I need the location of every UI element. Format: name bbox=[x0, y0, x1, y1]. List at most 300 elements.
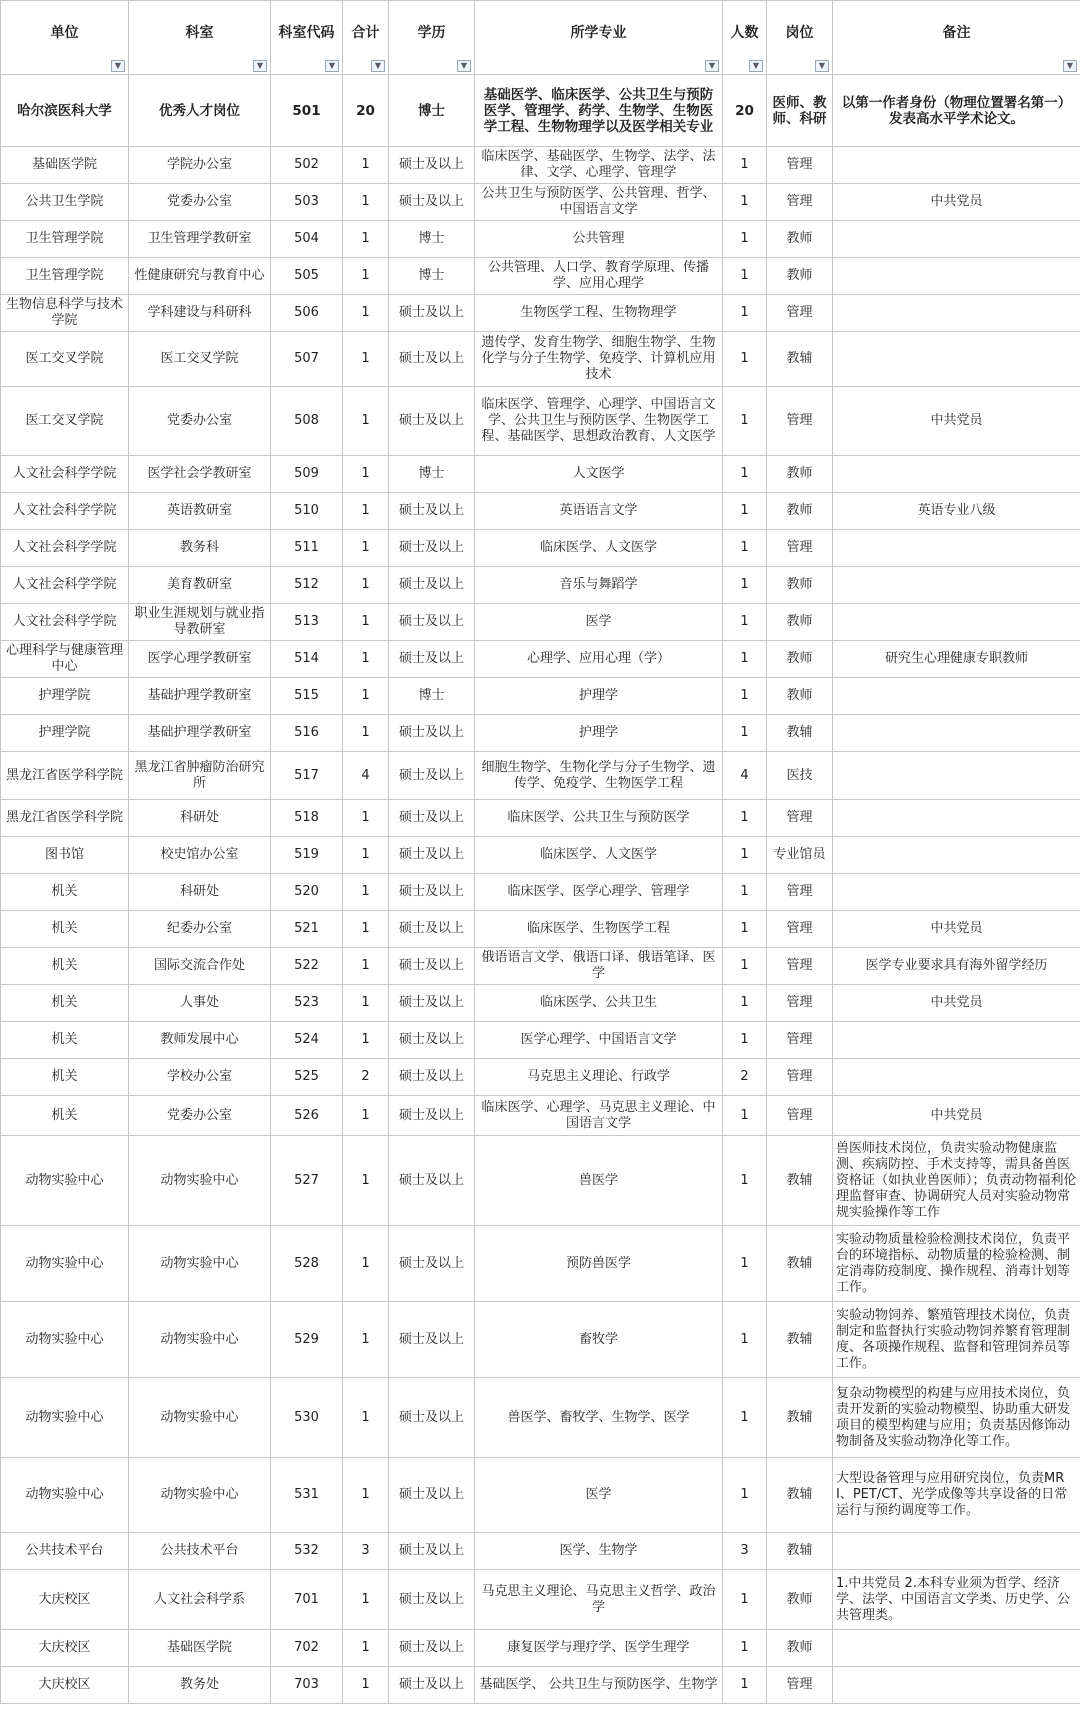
cell-total: 1 bbox=[343, 874, 389, 911]
cell-code: 518 bbox=[271, 800, 343, 837]
cell-edu: 硕士及以上 bbox=[389, 1458, 475, 1533]
cell-note: 研究生心理健康专职教师 bbox=[833, 641, 1080, 678]
table-row bbox=[1, 1226, 1080, 1302]
cell-note bbox=[833, 837, 1080, 874]
cell-code: 516 bbox=[271, 715, 343, 752]
cell-note: 兽医师技术岗位，负责实验动物健康监测、疾病防控、手术支持等，需具备兽医资格证（如执业兽医师）；负责动物福利伦理监督审查、协调研究人员对实验动物常规实验操作等工作 bbox=[833, 1136, 1080, 1226]
cell-edu: 硕士及以上 bbox=[389, 911, 475, 948]
cell-total: 1 bbox=[343, 948, 389, 985]
cell-code: 525 bbox=[271, 1059, 343, 1096]
cell-total: 1 bbox=[343, 800, 389, 837]
cell-post: 教师 bbox=[767, 456, 833, 493]
dropdown-filter-icon[interactable]: ▼ bbox=[749, 60, 763, 72]
cell-dept: 党委办公室 bbox=[129, 387, 271, 456]
cell-note bbox=[833, 567, 1080, 604]
cell-edu: 博士 bbox=[389, 258, 475, 295]
cell-dept: 卫生管理学教研室 bbox=[129, 221, 271, 258]
cell-dept: 英语教研室 bbox=[129, 493, 271, 530]
header-code: 科室代码 ▼ bbox=[271, 1, 343, 75]
cell-edu: 硕士及以上 bbox=[389, 1022, 475, 1059]
cell-total: 1 bbox=[343, 258, 389, 295]
header-unit: 单位 ▼ bbox=[1, 1, 129, 75]
cell-unit: 卫生管理学院 bbox=[1, 258, 129, 295]
cell-note bbox=[833, 874, 1080, 911]
cell-unit: 生物信息科学与技术学院 bbox=[1, 295, 129, 332]
cell-edu: 硕士及以上 bbox=[389, 985, 475, 1022]
cell-edu: 硕士及以上 bbox=[389, 837, 475, 874]
cell-num: 1 bbox=[723, 567, 767, 604]
cell-dept: 科研处 bbox=[129, 874, 271, 911]
cell-dept: 教务科 bbox=[129, 530, 271, 567]
cell-num: 1 bbox=[723, 678, 767, 715]
table-body bbox=[1, 75, 1080, 1704]
table-row bbox=[1, 874, 1080, 911]
cell-major: 生物医学工程、生物物理学 bbox=[475, 295, 723, 332]
cell-major: 临床医学、生物医学工程 bbox=[475, 911, 723, 948]
dropdown-filter-icon[interactable]: ▼ bbox=[457, 60, 471, 72]
cell-edu: 博士 bbox=[389, 678, 475, 715]
dropdown-filter-icon[interactable]: ▼ bbox=[111, 60, 125, 72]
cell-total: 1 bbox=[343, 221, 389, 258]
cell-code: 523 bbox=[271, 985, 343, 1022]
cell-note: 中共党员 bbox=[833, 387, 1080, 456]
cell-dept: 纪委办公室 bbox=[129, 911, 271, 948]
cell-post: 管理 bbox=[767, 147, 833, 184]
cell-code: 517 bbox=[271, 752, 343, 800]
cell-edu: 硕士及以上 bbox=[389, 1378, 475, 1458]
cell-num: 1 bbox=[723, 1022, 767, 1059]
cell-edu: 博士 bbox=[389, 75, 475, 147]
cell-dept: 校史馆办公室 bbox=[129, 837, 271, 874]
cell-unit: 卫生管理学院 bbox=[1, 221, 129, 258]
cell-num: 1 bbox=[723, 1226, 767, 1302]
cell-major: 护理学 bbox=[475, 715, 723, 752]
cell-note: 中共党员 bbox=[833, 1096, 1080, 1136]
cell-num: 1 bbox=[723, 985, 767, 1022]
cell-edu: 博士 bbox=[389, 456, 475, 493]
cell-num: 1 bbox=[723, 493, 767, 530]
cell-edu: 硕士及以上 bbox=[389, 332, 475, 387]
cell-note: 实验动物质量检验检测技术岗位，负责平台的环境指标、动物质量的检验检测、制定消毒防疫制度、操作规程、消毒计划等工作。 bbox=[833, 1226, 1080, 1302]
table-row bbox=[1, 1136, 1080, 1226]
cell-num: 1 bbox=[723, 641, 767, 678]
cell-note: 中共党员 bbox=[833, 184, 1080, 221]
cell-code: 524 bbox=[271, 1022, 343, 1059]
cell-note bbox=[833, 221, 1080, 258]
cell-post: 管理 bbox=[767, 530, 833, 567]
cell-code: 513 bbox=[271, 604, 343, 641]
cell-post: 管理 bbox=[767, 800, 833, 837]
cell-note bbox=[833, 147, 1080, 184]
cell-post: 教师 bbox=[767, 221, 833, 258]
cell-note bbox=[833, 456, 1080, 493]
cell-post: 教师 bbox=[767, 1570, 833, 1630]
cell-edu: 硕士及以上 bbox=[389, 530, 475, 567]
cell-major: 预防兽医学 bbox=[475, 1226, 723, 1302]
cell-num: 1 bbox=[723, 295, 767, 332]
cell-num: 20 bbox=[723, 75, 767, 147]
cell-num: 3 bbox=[723, 1533, 767, 1570]
cell-num: 1 bbox=[723, 258, 767, 295]
cell-num: 1 bbox=[723, 911, 767, 948]
cell-dept: 动物实验中心 bbox=[129, 1378, 271, 1458]
table-row bbox=[1, 1096, 1080, 1136]
cell-unit: 机关 bbox=[1, 948, 129, 985]
cell-dept: 医学社会学教研室 bbox=[129, 456, 271, 493]
cell-unit: 公共卫生学院 bbox=[1, 184, 129, 221]
cell-unit: 公共技术平台 bbox=[1, 1533, 129, 1570]
cell-dept: 动物实验中心 bbox=[129, 1136, 271, 1226]
cell-dept: 党委办公室 bbox=[129, 1096, 271, 1136]
cell-major: 基础医学、临床医学、公共卫生与预防医学、管理学、药学、生物学、生物医学工程、生物物理学以及医学相关专业 bbox=[475, 75, 723, 147]
cell-unit: 机关 bbox=[1, 1096, 129, 1136]
cell-edu: 博士 bbox=[389, 221, 475, 258]
cell-unit: 大庆校区 bbox=[1, 1630, 129, 1667]
cell-dept: 动物实验中心 bbox=[129, 1226, 271, 1302]
cell-edu: 硕士及以上 bbox=[389, 641, 475, 678]
cell-post: 教辅 bbox=[767, 1136, 833, 1226]
cell-total: 1 bbox=[343, 147, 389, 184]
cell-note bbox=[833, 604, 1080, 641]
cell-dept: 美育教研室 bbox=[129, 567, 271, 604]
header-total: 合计 ▼ bbox=[343, 1, 389, 75]
cell-unit: 图书馆 bbox=[1, 837, 129, 874]
cell-num: 1 bbox=[723, 1378, 767, 1458]
cell-major: 音乐与舞蹈学 bbox=[475, 567, 723, 604]
cell-code: 532 bbox=[271, 1533, 343, 1570]
cell-note bbox=[833, 752, 1080, 800]
dropdown-filter-icon[interactable]: ▼ bbox=[371, 60, 385, 72]
table-row bbox=[1, 295, 1080, 332]
cell-major: 护理学 bbox=[475, 678, 723, 715]
cell-post: 管理 bbox=[767, 948, 833, 985]
cell-unit: 动物实验中心 bbox=[1, 1458, 129, 1533]
cell-total: 1 bbox=[343, 641, 389, 678]
cell-num: 1 bbox=[723, 456, 767, 493]
cell-post: 教师 bbox=[767, 604, 833, 641]
cell-total: 1 bbox=[343, 493, 389, 530]
cell-unit: 医工交叉学院 bbox=[1, 387, 129, 456]
dropdown-filter-icon[interactable]: ▼ bbox=[705, 60, 719, 72]
cell-num: 1 bbox=[723, 1136, 767, 1226]
cell-total: 1 bbox=[343, 911, 389, 948]
cell-note bbox=[833, 715, 1080, 752]
cell-total: 1 bbox=[343, 1378, 389, 1458]
cell-code: 508 bbox=[271, 387, 343, 456]
table-row bbox=[1, 456, 1080, 493]
cell-edu: 硕士及以上 bbox=[389, 1630, 475, 1667]
cell-total: 1 bbox=[343, 837, 389, 874]
cell-unit: 黑龙江省医学科学院 bbox=[1, 800, 129, 837]
dropdown-filter-icon[interactable]: ▼ bbox=[325, 60, 339, 72]
cell-total: 1 bbox=[343, 1096, 389, 1136]
table-row bbox=[1, 1570, 1080, 1630]
cell-major: 人文医学 bbox=[475, 456, 723, 493]
cell-edu: 硕士及以上 bbox=[389, 1570, 475, 1630]
cell-num: 1 bbox=[723, 1630, 767, 1667]
cell-total: 1 bbox=[343, 184, 389, 221]
dropdown-filter-icon[interactable]: ▼ bbox=[815, 60, 829, 72]
cell-total: 1 bbox=[343, 295, 389, 332]
cell-note bbox=[833, 800, 1080, 837]
cell-total: 1 bbox=[343, 1570, 389, 1630]
cell-major: 英语语言文学 bbox=[475, 493, 723, 530]
cell-dept: 优秀人才岗位 bbox=[129, 75, 271, 147]
cell-post: 教辅 bbox=[767, 1302, 833, 1378]
cell-unit: 心理科学与健康管理中心 bbox=[1, 641, 129, 678]
table-row bbox=[1, 985, 1080, 1022]
cell-post: 专业馆员 bbox=[767, 837, 833, 874]
cell-post: 教辅 bbox=[767, 1458, 833, 1533]
cell-major: 公共管理、人口学、教育学原理、传播学、应用心理学 bbox=[475, 258, 723, 295]
cell-major: 医学 bbox=[475, 604, 723, 641]
cell-num: 1 bbox=[723, 874, 767, 911]
cell-num: 1 bbox=[723, 800, 767, 837]
table-row bbox=[1, 493, 1080, 530]
table-row bbox=[1, 1458, 1080, 1533]
dropdown-filter-icon[interactable]: ▼ bbox=[1063, 60, 1077, 72]
table-row bbox=[1, 1302, 1080, 1378]
cell-unit: 基础医学院 bbox=[1, 147, 129, 184]
cell-dept: 职业生涯规划与就业指导教研室 bbox=[129, 604, 271, 641]
table-row bbox=[1, 715, 1080, 752]
cell-num: 1 bbox=[723, 948, 767, 985]
cell-code: 504 bbox=[271, 221, 343, 258]
cell-edu: 硕士及以上 bbox=[389, 1302, 475, 1378]
cell-edu: 硕士及以上 bbox=[389, 567, 475, 604]
table-row bbox=[1, 1378, 1080, 1458]
cell-code: 520 bbox=[271, 874, 343, 911]
cell-total: 1 bbox=[343, 1458, 389, 1533]
cell-note: 中共党员 bbox=[833, 911, 1080, 948]
cell-note bbox=[833, 1533, 1080, 1570]
cell-num: 1 bbox=[723, 1096, 767, 1136]
cell-post: 教师 bbox=[767, 567, 833, 604]
cell-code: 526 bbox=[271, 1096, 343, 1136]
cell-num: 1 bbox=[723, 332, 767, 387]
cell-unit: 机关 bbox=[1, 874, 129, 911]
header-dept: 科室 ▼ bbox=[129, 1, 271, 75]
cell-unit: 护理学院 bbox=[1, 715, 129, 752]
cell-edu: 硕士及以上 bbox=[389, 493, 475, 530]
cell-major: 兽医学 bbox=[475, 1136, 723, 1226]
cell-major: 临床医学、人文医学 bbox=[475, 837, 723, 874]
cell-unit: 黑龙江省医学科学院 bbox=[1, 752, 129, 800]
cell-note bbox=[833, 295, 1080, 332]
cell-edu: 硕士及以上 bbox=[389, 1533, 475, 1570]
cell-major: 细胞生物学、生物化学与分子生物学、遗传学、免疫学、生物医学工程 bbox=[475, 752, 723, 800]
cell-code: 501 bbox=[271, 75, 343, 147]
cell-major: 马克思主义理论、行政学 bbox=[475, 1059, 723, 1096]
cell-unit: 动物实验中心 bbox=[1, 1136, 129, 1226]
cell-code: 528 bbox=[271, 1226, 343, 1302]
cell-num: 4 bbox=[723, 752, 767, 800]
cell-major: 临床医学、人文医学 bbox=[475, 530, 723, 567]
cell-major: 基础医学、 公共卫生与预防医学、生物学 bbox=[475, 1667, 723, 1704]
cell-major: 医学心理学、中国语言文学 bbox=[475, 1022, 723, 1059]
cell-total: 1 bbox=[343, 715, 389, 752]
cell-total: 4 bbox=[343, 752, 389, 800]
cell-edu: 硕士及以上 bbox=[389, 1136, 475, 1226]
table-row bbox=[1, 75, 1080, 147]
table-row bbox=[1, 1022, 1080, 1059]
cell-edu: 硕士及以上 bbox=[389, 1096, 475, 1136]
cell-unit: 大庆校区 bbox=[1, 1667, 129, 1704]
header-major: 所学专业 ▼ bbox=[475, 1, 723, 75]
cell-edu: 硕士及以上 bbox=[389, 752, 475, 800]
header-note: 备注 ▼ bbox=[833, 1, 1080, 75]
cell-major: 公共管理 bbox=[475, 221, 723, 258]
cell-post: 教师 bbox=[767, 641, 833, 678]
cell-edu: 硕士及以上 bbox=[389, 874, 475, 911]
cell-edu: 硕士及以上 bbox=[389, 1059, 475, 1096]
table-row bbox=[1, 1667, 1080, 1704]
table-row bbox=[1, 1059, 1080, 1096]
cell-code: 530 bbox=[271, 1378, 343, 1458]
cell-code: 512 bbox=[271, 567, 343, 604]
table-row bbox=[1, 604, 1080, 641]
cell-note: 英语专业八级 bbox=[833, 493, 1080, 530]
cell-major: 心理学、应用心理（学） bbox=[475, 641, 723, 678]
cell-edu: 硕士及以上 bbox=[389, 800, 475, 837]
cell-unit: 机关 bbox=[1, 1022, 129, 1059]
cell-total: 1 bbox=[343, 530, 389, 567]
cell-num: 1 bbox=[723, 1570, 767, 1630]
cell-dept: 科研处 bbox=[129, 800, 271, 837]
cell-num: 1 bbox=[723, 604, 767, 641]
cell-dept: 学校办公室 bbox=[129, 1059, 271, 1096]
table-row bbox=[1, 948, 1080, 985]
cell-code: 507 bbox=[271, 332, 343, 387]
cell-post: 管理 bbox=[767, 1022, 833, 1059]
table-row bbox=[1, 387, 1080, 456]
cell-num: 2 bbox=[723, 1059, 767, 1096]
cell-major: 临床医学、管理学、心理学、中国语言文学、公共卫生与预防医学、生物医学工程、基础医学、思想政治教育、人文医学 bbox=[475, 387, 723, 456]
cell-code: 522 bbox=[271, 948, 343, 985]
cell-major: 临床医学、基础医学、生物学、法学、法律、文学、心理学、管理学 bbox=[475, 147, 723, 184]
cell-post: 管理 bbox=[767, 1059, 833, 1096]
dropdown-filter-icon[interactable]: ▼ bbox=[253, 60, 267, 72]
cell-total: 1 bbox=[343, 604, 389, 641]
cell-note bbox=[833, 1022, 1080, 1059]
cell-note: 医学专业要求具有海外留学经历 bbox=[833, 948, 1080, 985]
cell-post: 教辅 bbox=[767, 715, 833, 752]
cell-note: 复杂动物模型的构建与应用技术岗位，负责开发新的实验动物模型、协助重大研发项目的模型构建与应用；负责基因修饰动物制备及实验动物净化等工作。 bbox=[833, 1378, 1080, 1458]
cell-major: 兽医学、畜牧学、生物学、医学 bbox=[475, 1378, 723, 1458]
cell-dept: 党委办公室 bbox=[129, 184, 271, 221]
table-row bbox=[1, 221, 1080, 258]
cell-major: 俄语语言文学、俄语口译、俄语笔译、医学 bbox=[475, 948, 723, 985]
cell-code: 515 bbox=[271, 678, 343, 715]
cell-unit: 哈尔滨医科大学 bbox=[1, 75, 129, 147]
cell-major: 畜牧学 bbox=[475, 1302, 723, 1378]
cell-num: 1 bbox=[723, 1302, 767, 1378]
cell-post: 管理 bbox=[767, 184, 833, 221]
table-row bbox=[1, 258, 1080, 295]
cell-total: 20 bbox=[343, 75, 389, 147]
cell-unit: 人文社会科学学院 bbox=[1, 567, 129, 604]
cell-code: 527 bbox=[271, 1136, 343, 1226]
table-row bbox=[1, 837, 1080, 874]
cell-major: 医学、生物学 bbox=[475, 1533, 723, 1570]
cell-post: 医技 bbox=[767, 752, 833, 800]
cell-major: 马克思主义理论、马克思主义哲学、政治学 bbox=[475, 1570, 723, 1630]
table-row bbox=[1, 567, 1080, 604]
cell-code: 502 bbox=[271, 147, 343, 184]
header-edu: 学历 ▼ bbox=[389, 1, 475, 75]
cell-post: 管理 bbox=[767, 387, 833, 456]
cell-dept: 医学心理学教研室 bbox=[129, 641, 271, 678]
cell-post: 管理 bbox=[767, 1096, 833, 1136]
cell-code: 531 bbox=[271, 1458, 343, 1533]
header-post: 岗位 ▼ bbox=[767, 1, 833, 75]
cell-post: 教辅 bbox=[767, 1378, 833, 1458]
cell-unit: 人文社会科学学院 bbox=[1, 493, 129, 530]
cell-post: 教辅 bbox=[767, 1226, 833, 1302]
cell-post: 医师、教师、科研 bbox=[767, 75, 833, 147]
cell-post: 教师 bbox=[767, 493, 833, 530]
cell-unit: 大庆校区 bbox=[1, 1570, 129, 1630]
cell-total: 1 bbox=[343, 985, 389, 1022]
cell-post: 教师 bbox=[767, 258, 833, 295]
cell-unit: 人文社会科学学院 bbox=[1, 604, 129, 641]
cell-note bbox=[833, 1630, 1080, 1667]
cell-edu: 硕士及以上 bbox=[389, 147, 475, 184]
cell-dept: 教师发展中心 bbox=[129, 1022, 271, 1059]
cell-note bbox=[833, 678, 1080, 715]
cell-unit: 机关 bbox=[1, 1059, 129, 1096]
cell-code: 703 bbox=[271, 1667, 343, 1704]
cell-dept: 国际交流合作处 bbox=[129, 948, 271, 985]
table-row bbox=[1, 1533, 1080, 1570]
cell-code: 702 bbox=[271, 1630, 343, 1667]
cell-post: 管理 bbox=[767, 874, 833, 911]
cell-edu: 硕士及以上 bbox=[389, 184, 475, 221]
table-row bbox=[1, 641, 1080, 678]
cell-unit: 护理学院 bbox=[1, 678, 129, 715]
cell-major: 临床医学、公共卫生 bbox=[475, 985, 723, 1022]
cell-total: 1 bbox=[343, 332, 389, 387]
cell-dept: 基础护理学教研室 bbox=[129, 715, 271, 752]
cell-unit: 人文社会科学学院 bbox=[1, 456, 129, 493]
cell-post: 管理 bbox=[767, 911, 833, 948]
cell-total: 1 bbox=[343, 1022, 389, 1059]
cell-num: 1 bbox=[723, 530, 767, 567]
cell-dept: 公共技术平台 bbox=[129, 1533, 271, 1570]
cell-major: 临床医学、心理学、马克思主义理论、中国语言文学 bbox=[475, 1096, 723, 1136]
cell-dept: 黑龙江省肿瘤防治研究所 bbox=[129, 752, 271, 800]
cell-unit: 机关 bbox=[1, 985, 129, 1022]
cell-num: 1 bbox=[723, 387, 767, 456]
table-row bbox=[1, 530, 1080, 567]
cell-major: 医学 bbox=[475, 1458, 723, 1533]
cell-note: 中共党员 bbox=[833, 985, 1080, 1022]
cell-num: 1 bbox=[723, 1667, 767, 1704]
cell-major: 遗传学、发育生物学、细胞生物学、生物化学与分子生物学、免疫学、计算机应用技术 bbox=[475, 332, 723, 387]
cell-edu: 硕士及以上 bbox=[389, 1226, 475, 1302]
cell-total: 1 bbox=[343, 1667, 389, 1704]
cell-dept: 基础护理学教研室 bbox=[129, 678, 271, 715]
cell-dept: 人文社会科学系 bbox=[129, 1570, 271, 1630]
cell-edu: 硕士及以上 bbox=[389, 715, 475, 752]
cell-num: 1 bbox=[723, 184, 767, 221]
cell-code: 514 bbox=[271, 641, 343, 678]
cell-major: 公共卫生与预防医学、公共管理、哲学、中国语言文学 bbox=[475, 184, 723, 221]
cell-edu: 硕士及以上 bbox=[389, 295, 475, 332]
cell-num: 1 bbox=[723, 221, 767, 258]
cell-dept: 性健康研究与教育中心 bbox=[129, 258, 271, 295]
cell-major: 康复医学与理疗学、医学生理学 bbox=[475, 1630, 723, 1667]
